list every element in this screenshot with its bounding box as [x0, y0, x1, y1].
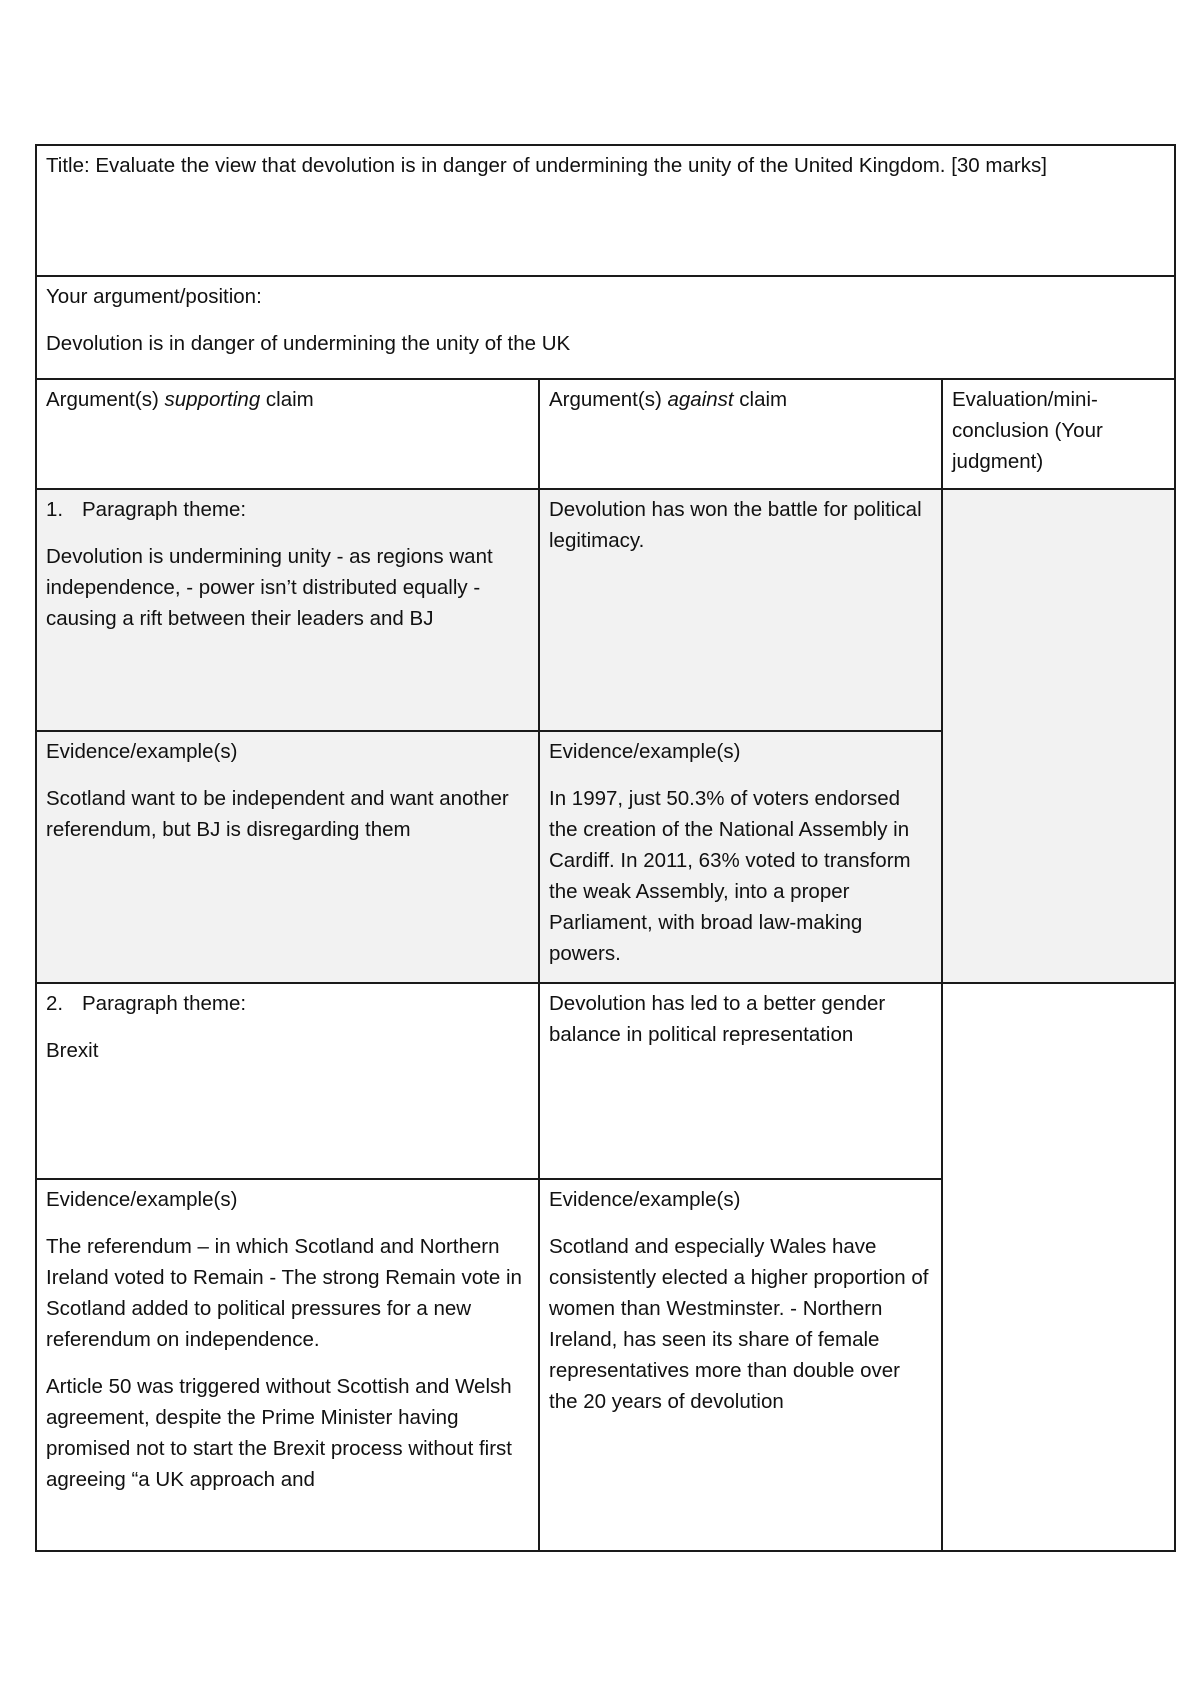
p2-against-text: Devolution has led to a better gender balance in political representation: [549, 992, 886, 1046]
argument-text: Devolution is in danger of undermining the unity of the UK: [46, 332, 571, 355]
p2-evidence-against-text: Scotland and especially Wales have consistently elected a higher proportion of women than Westminster. - Northern Ireland, has seen its share of female representatives more than double over the 20 years of devolution: [549, 1235, 929, 1413]
p1-theme-text: Devolution is undermining unity - as regions want independence, - power isn’t distributed equally - causing a rift between their leaders and BJ: [46, 545, 493, 630]
header-supporting-pre: Argument(s): [46, 388, 165, 411]
p1-evidence-supporting-cell: [36, 731, 539, 983]
p2-evaluation-cell: [942, 983, 1175, 1551]
header-supporting: [36, 379, 539, 489]
p2-evidence-label: Evidence/example(s): [46, 1188, 238, 1211]
argument-label: Your argument/position:: [46, 285, 262, 308]
p2-theme-label: Paragraph theme:: [82, 992, 247, 1015]
title-cell: [36, 145, 1175, 276]
header-against-em: against: [667, 388, 734, 411]
p1-evidence-against-label: Evidence/example(s): [549, 740, 741, 763]
p1-theme-label: Paragraph theme:: [82, 498, 247, 521]
p2-evidence-supporting-text-1: The referendum – in which Scotland and Northern Ireland voted to Remain - The strong Remain vote in Scotland added to political pressures for a new referendum on independence.: [46, 1235, 522, 1351]
p2-theme-cell: [36, 983, 539, 1179]
header-against-pre: Argument(s): [549, 388, 668, 411]
p1-theme-cell: [36, 489, 539, 731]
p2-evidence-supporting-text-2: Article 50 was triggered without Scottish and Welsh agreement, despite the Prime Minister having promised not to start the Brexit process without first agreeing “a UK approach and: [46, 1375, 512, 1491]
essay-plan-table: [35, 144, 1176, 1552]
p2-number: 2.: [46, 992, 64, 1015]
p1-number: 1.: [46, 498, 64, 521]
p1-against-text: Devolution has won the battle for political legitimacy.: [549, 498, 922, 552]
header-against-post: claim: [733, 388, 788, 411]
header-evaluation: Evaluation/mini-conclusion (Your judgment): [942, 379, 1175, 489]
p1-evaluation-cell: [942, 489, 1175, 983]
p1-evidence-supporting-text: Scotland want to be independent and want another referendum, but BJ is disregarding them: [46, 787, 509, 841]
header-supporting-em: supporting: [164, 388, 261, 411]
p1-evidence-label: Evidence/example(s): [46, 740, 238, 763]
p2-theme-text: Brexit: [46, 1039, 99, 1062]
p2-evidence-supporting-cell: [36, 1179, 539, 1551]
header-against: [539, 379, 942, 489]
p1-evidence-against-text: In 1997, just 50.3% of voters endorsed the creation of the National Assembly in Cardiff. In 2011, 63% voted to transform the weak Assembly, into a proper Parliament, with broad law-making powers.: [549, 787, 911, 965]
argument-cell: [36, 276, 1175, 379]
p2-evidence-against-cell: [539, 1179, 942, 1551]
p2-against-cell: [539, 983, 942, 1179]
header-supporting-post: claim: [260, 388, 314, 411]
p1-against-cell: [539, 489, 942, 731]
essay-title: Title: Evaluate the view that devolution is in danger of undermining the unity of the United Kingdom. [30 marks]: [46, 154, 1047, 177]
p1-evidence-against-cell: [539, 731, 942, 983]
p2-evidence-against-label: Evidence/example(s): [549, 1188, 741, 1211]
